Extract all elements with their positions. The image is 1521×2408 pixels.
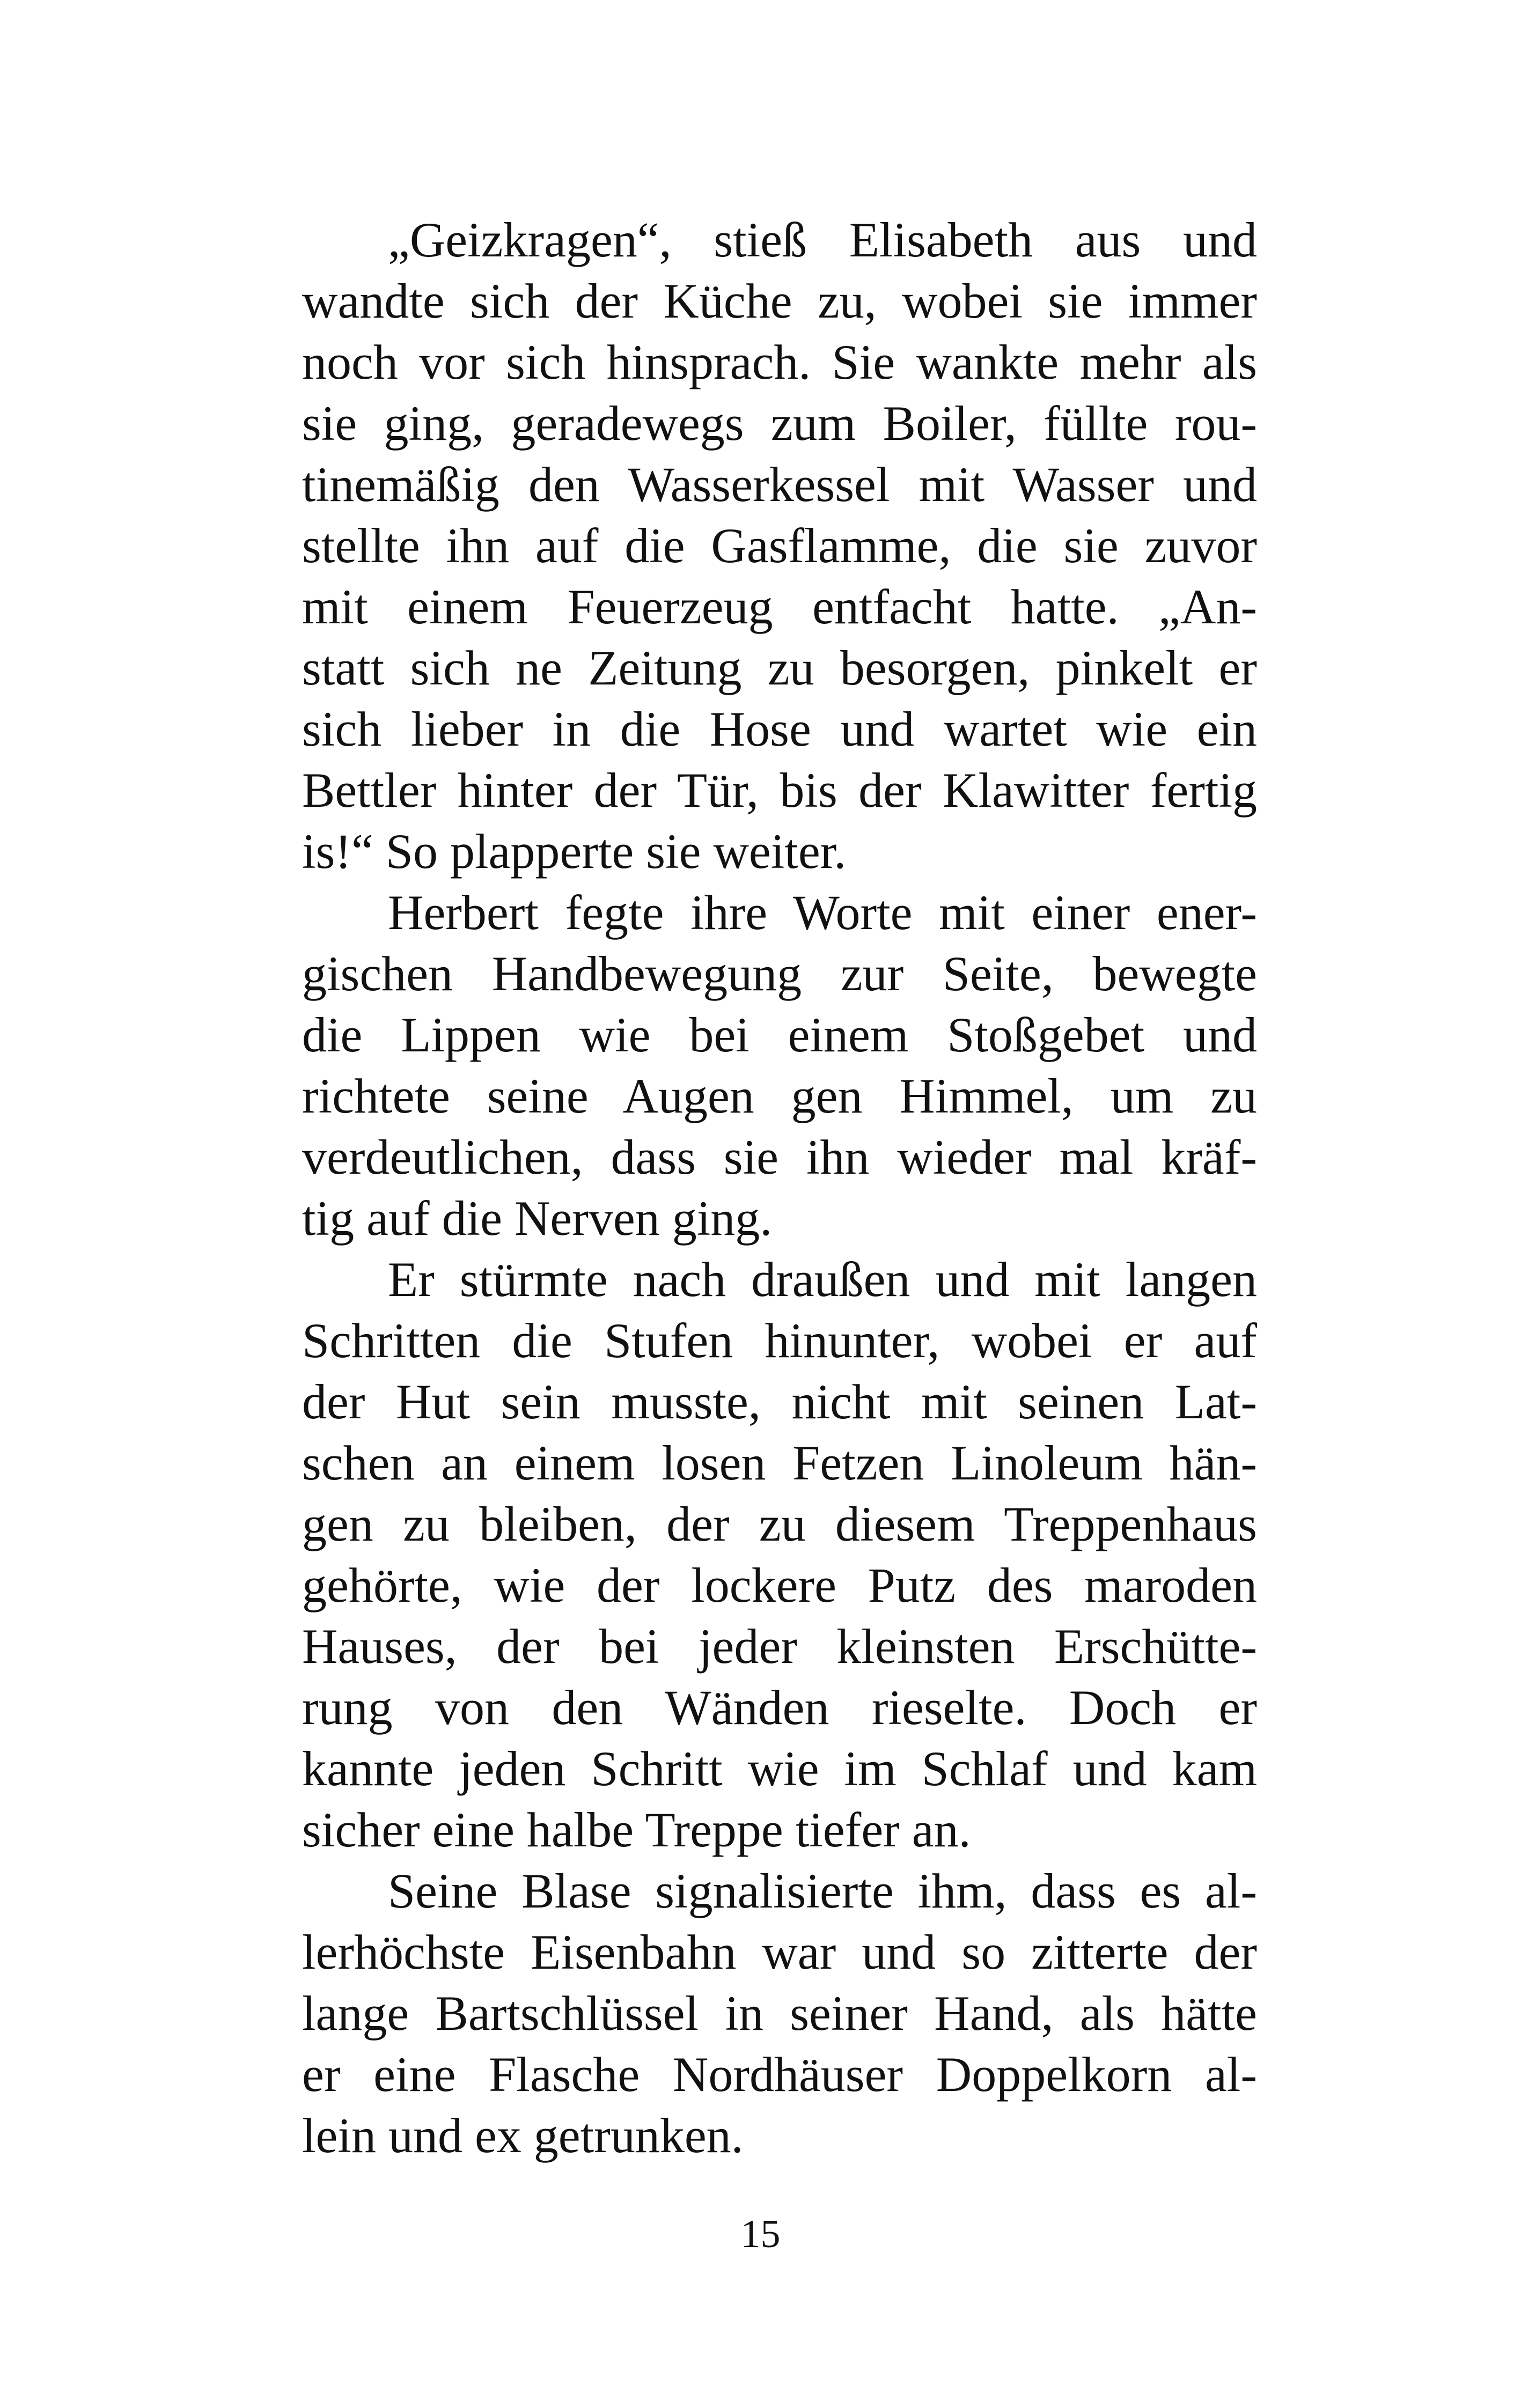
text-line: schen an einem losen Fetzen Linoleum hän- xyxy=(302,1435,1257,1490)
text-line: kannte jeden Schritt wie im Schlaf und kam xyxy=(302,1741,1257,1796)
text-line: „Geizkragen“, stieß Elisabeth aus und xyxy=(388,212,1257,267)
text-line: lein und ex getrunken. xyxy=(302,2108,744,2163)
text-line: wandte sich der Küche zu, wobei sie immer xyxy=(302,274,1257,328)
text-line: er eine Flasche Nordhäuser Doppelkorn al- xyxy=(302,2047,1257,2102)
text-line: statt sich ne Zeitung zu besorgen, pinkelt er xyxy=(302,640,1257,695)
text-line: gehörte, wie der lockere Putz des maroden xyxy=(302,1558,1257,1612)
body-text xyxy=(302,209,1257,2166)
text-line: Bettler hinter der Tür, bis der Klawitter fertig xyxy=(302,763,1257,818)
text-line: sie ging, geradewegs zum Boiler, füllte rou- xyxy=(302,396,1257,451)
text-line: die Lippen wie bei einem Stoßgebet und xyxy=(302,1007,1257,1062)
text-line: noch vor sich hinsprach. Sie wankte mehr als xyxy=(302,335,1257,389)
text-line: Seine Blase signalisierte ihm, dass es al- xyxy=(388,1864,1257,1918)
text-line: verdeutlichen, dass sie ihn wieder mal kräf- xyxy=(302,1130,1257,1184)
text-line: richtete seine Augen gen Himmel, um zu xyxy=(302,1069,1257,1123)
text-line: gen zu bleiben, der zu diesem Treppenhaus xyxy=(302,1497,1257,1551)
text-line: rung von den Wänden rieselte. Doch er xyxy=(302,1680,1257,1735)
text-line: Schritten die Stufen hinunter, wobei er auf xyxy=(302,1313,1257,1368)
text-line: is!“ So plapperte sie weiter. xyxy=(302,824,847,879)
text-line: lange Bartschlüssel in seiner Hand, als hätte xyxy=(302,1986,1257,2041)
text-line: sicher eine halbe Treppe tiefer an. xyxy=(302,1802,971,1857)
text-line: der Hut sein musste, nicht mit seinen Lat- xyxy=(302,1374,1257,1429)
text-line: gischen Handbewegung zur Seite, bewegte xyxy=(302,946,1257,1001)
text-line: tinemäßig den Wasserkessel mit Wasser und xyxy=(302,457,1257,512)
text-line: lerhöchste Eisenbahn war und so zitterte der xyxy=(302,1925,1257,1979)
text-line: stellte ihn auf die Gasflamme, die sie zuvor xyxy=(302,518,1257,573)
text-line: Herbert fegte ihre Worte mit einer ener- xyxy=(388,885,1257,940)
text-line: Er stürmte nach draußen und mit langen xyxy=(388,1252,1257,1307)
text-line: mit einem Feuerzeug entfacht hatte. „An- xyxy=(302,579,1257,634)
text-line: sich lieber in die Hose und wartet wie ein xyxy=(302,702,1257,756)
text-line: tig auf die Nerven ging. xyxy=(302,1191,773,1246)
text-line: Hauses, der bei jeder kleinsten Erschütte- xyxy=(302,1619,1257,1674)
page-number: 15 xyxy=(740,2212,781,2256)
